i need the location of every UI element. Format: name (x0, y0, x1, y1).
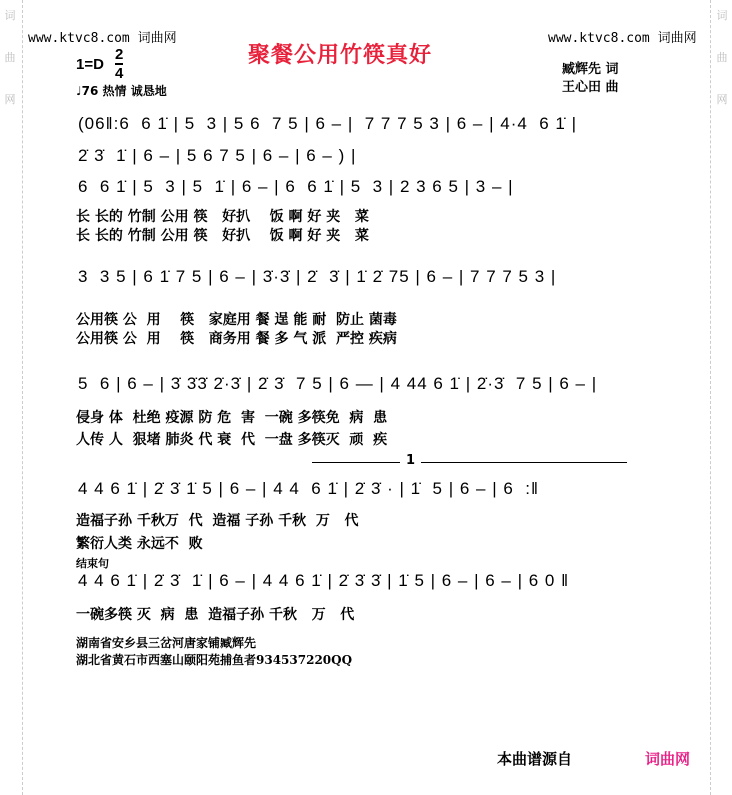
site-watermark-left: www.ktvc8.com 词曲网 (28, 31, 177, 46)
ending-label: 结束句 (76, 557, 109, 570)
lyrics-line: 造福子孙 千秋万 代 造福 子孙 千秋 万 代 (76, 513, 359, 529)
volta-bracket: 1 (312, 462, 627, 477)
notation-line-3: 6 6 1̇ | 5 3 | 5 1̇ | 6 – | 6 6 1̇ | 5 3 | 2 3 6 5 | 3 – | (78, 177, 514, 196)
lyrics-line: 长 长的 竹制 公用 筷 好扒 饭 啊 好 夹 菜 (76, 209, 369, 225)
lyrics-line: 长 长的 竹制 公用 筷 好扒 饭 啊 好 夹 菜 (76, 228, 369, 244)
notation-line-1: (06‖:6 6 1̇ | 5 3 | 5 6 7 5 | 6 – | 7 7 7 5 3 | 6 – | 4·4 6 1̇ | (78, 114, 578, 133)
source-label: 本曲谱源自 (497, 750, 573, 768)
notation-line-5: 5 6 | 6 – | 3̇ 3̇3̇ 2̇·3̇ | 2̇ 3̇ 7 5 | 6 — | 4 44 6 1̇ | 2̇·3̇ 7 5 | 6 – | (78, 374, 598, 393)
composer-credit: 王心田 曲 (562, 80, 619, 95)
lyrics-line: 一碗多筷 灭 病 患 造福子孙 千秋 万 代 (76, 607, 355, 623)
notation-line-7: 4 4 6 1̇ | 2̇ 3̇ 1̇ | 6 – | 4 4 6 1̇ | 2̇ 3̇ 3̇ | 1̇ 5 | 6 – | 6 – | 6 0 ‖ (78, 571, 570, 590)
lyricist-credit: 臧辉先 词 (562, 62, 619, 77)
side-watermark-right: 词 曲 网 (716, 9, 728, 106)
side-watermark-left: 词 曲 网 (4, 9, 16, 106)
site-watermark-right: www.ktvc8.com 词曲网 (548, 31, 697, 46)
song-title: 聚餐公用竹筷真好 (248, 42, 433, 68)
lyrics-line: 公用筷 公 用 筷 家庭用 餐 逞 能 耐 防止 菌毒 (76, 312, 397, 328)
notation-line-6: 4 4 6 1̇ | 2̇ 3̇ 1̇ 5 | 6 – | 4 4 6 1̇ | 2̇ 3̇ · | 1̇ 5 | 6 – | 6 :‖ (78, 479, 540, 498)
notation-line-2: 2̇ 3̇ 1̇ | 6 – | 5 6 7 5 | 6 – | 6 – ) | (78, 146, 357, 165)
time-signature: 2 4 (115, 46, 124, 82)
key-signature: 1=D (76, 56, 104, 73)
source-brand-link[interactable]: 词曲网 (645, 750, 691, 768)
lyrics-line: 繁衍人类 永远不 败 (76, 536, 203, 552)
notation-line-4: 3 3 5 | 6 1̇ 7 5 | 6 – | 3̇·3̇ | 2̇ 3̇ | 1̇ 2̇ 75 | 6 – | 7 7 7 5 3 | (78, 267, 557, 286)
footer-address-2: 湖北省黄石市西塞山颐阳苑捕鱼者93453722​0QQ (76, 653, 353, 667)
lyrics-line: 侵身 体 杜绝 疫源 防 危 害 一碗 多筷免 病 患 (76, 410, 388, 426)
lyrics-line: 人传 人 狠堵 肺炎 代 衰 代 一盘 多筷灭 顽 疾 (76, 432, 388, 448)
lyrics-line: 公用筷 公 用 筷 商务用 餐 多 气 派 严控 疾病 (76, 331, 397, 347)
tempo-marking: ♩76 热情 诚恳地 (76, 84, 167, 98)
footer-address-1: 湖南省安乡县三岔河唐家铺臧辉先 (76, 636, 257, 650)
right-border (710, 0, 711, 795)
left-border (22, 0, 23, 795)
